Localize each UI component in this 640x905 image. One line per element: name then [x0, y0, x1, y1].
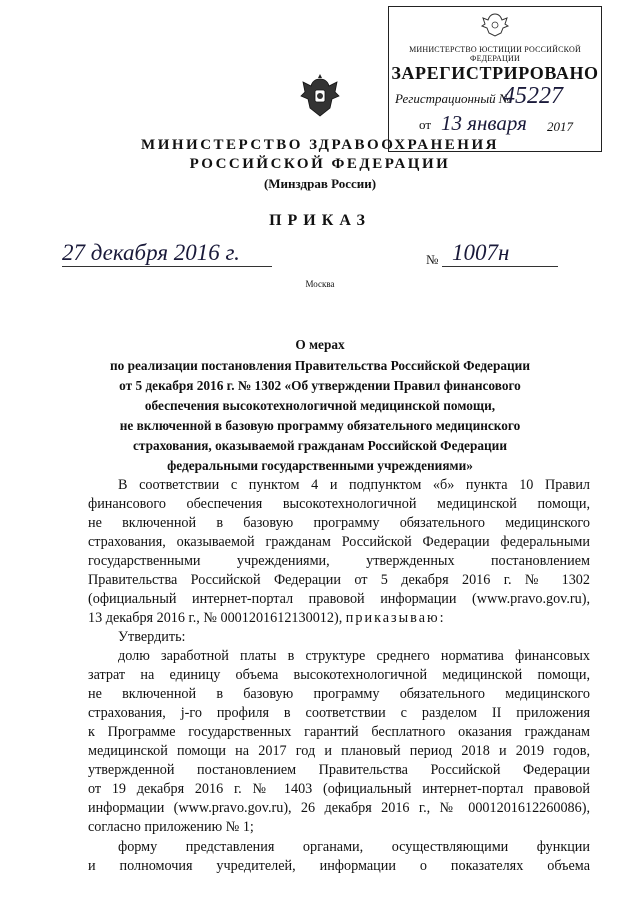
text-line: затрат на единицу объема высокотехнологичной медицинской помощи,	[88, 667, 590, 683]
ministry-name-line2: РОССИЙСКОЙ ФЕДЕРАЦИИ	[189, 156, 451, 172]
text-line: к Программе государственных гарантий бесплатного оказания гражданам	[88, 724, 590, 740]
ministry-short-name: (Минздрав России)	[263, 176, 377, 191]
small-emblem-icon	[479, 11, 511, 39]
text-line: финансового обеспечения высокотехнологичной медицинской помощи,	[88, 496, 590, 512]
stamp-date-value: 13 января	[441, 111, 527, 135]
coat-of-arms-icon	[298, 70, 342, 120]
title-line: по реализации постановления Правительства Российской Федерации	[110, 358, 530, 373]
text-line: страхования, j-го профиля в соответствии с разделом II приложения	[88, 705, 590, 721]
text-line: долю заработной платы в структуре среднего норматива финансовых	[118, 648, 590, 664]
title-line: не включенной в базовую программу обязательного медицинского	[119, 418, 521, 433]
order-number-underline	[442, 266, 558, 267]
title-line: страхования, оказываемой гражданам Российской Федерации	[132, 438, 507, 453]
text-fragment: 13 декабря 2016 г., № 0001201612130012),	[88, 610, 343, 626]
title-line: О мерах	[295, 337, 345, 352]
stamp-reg-number: 45227	[503, 83, 563, 109]
text-line: согласно приложению № 1;	[88, 819, 254, 835]
order-verb: приказываю:	[345, 610, 446, 626]
stamp-registered: ЗАРЕГИСТРИРОВАНО	[391, 63, 599, 83]
title-line: обеспечения высокотехнологичной медицинской помощи,	[144, 398, 496, 413]
registration-stamp	[388, 6, 602, 152]
paragraph-basis	[88, 476, 590, 647]
order-number: 1007н	[452, 240, 510, 265]
stamp-date-label: от	[419, 117, 432, 132]
text-line: (официальный интернет-портал правовой информации (www.pravo.gov.ru),	[88, 591, 590, 607]
stamp-year: 2017	[547, 119, 573, 134]
city: Москва	[305, 279, 335, 289]
text-line: не включенной в базовую программу обязательного медицинского	[88, 515, 590, 531]
stamp-reg-label: Регистрационный №	[395, 91, 512, 106]
text-line: не включенной в базовую программу обязательного медицинского	[88, 686, 590, 702]
stamp-ministry: МИНИСТЕРСТВО ЮСТИЦИИ РОССИЙСКОЙ ФЕДЕРАЦИИ	[409, 45, 581, 63]
text-line: страхования, оказываемой гражданам Российской Федерации федеральными	[88, 534, 590, 550]
text-line: В соответствии с пунктом 4 и подпунктом «б» пункта 10 Правил	[118, 477, 590, 493]
text-line	[88, 609, 590, 628]
title-line: от 5 декабря 2016 г. № 1302 «Об утверждении Правил финансового	[119, 378, 521, 393]
text-line: форму представления органами, осуществляющими функции	[118, 839, 590, 855]
ministry-name-line1: МИНИСТЕРСТВО ЗДРАВООХРАНЕНИЯ	[141, 137, 499, 153]
text-line: Правительства Российской Федерации от 5 декабря 2016 г. № 1302	[88, 572, 590, 588]
order-date-underline	[62, 266, 272, 267]
title-line: федеральными государственными учреждениями»	[167, 458, 473, 473]
text-line: медицинской помощи на 2017 год и плановый период 2018 и 2019 годов,	[88, 743, 590, 759]
order-title: ПРИКАЗ	[269, 212, 371, 229]
text-line: и полномочия учредителей, информации о показателях объема	[88, 858, 590, 874]
text-line: от 19 декабря 2016 г. № 1403 (официальный интернет-портал правовой	[88, 781, 590, 797]
paragraph-form	[88, 838, 590, 876]
text-line: утвержденной постановлением Правительства Российской Федерации	[88, 762, 590, 778]
order-date: 27 декабря 2016 г.	[62, 240, 240, 265]
order-number-label: №	[426, 252, 439, 267]
text-line: информации (www.pravo.gov.ru), 26 декабря 2016 г., № 0001201612260086),	[88, 800, 590, 816]
paragraph-wage-share	[88, 647, 590, 837]
text-line: государственными учреждениями, утвержденных постановлением	[88, 553, 590, 569]
approve-line: Утвердить:	[118, 629, 186, 645]
